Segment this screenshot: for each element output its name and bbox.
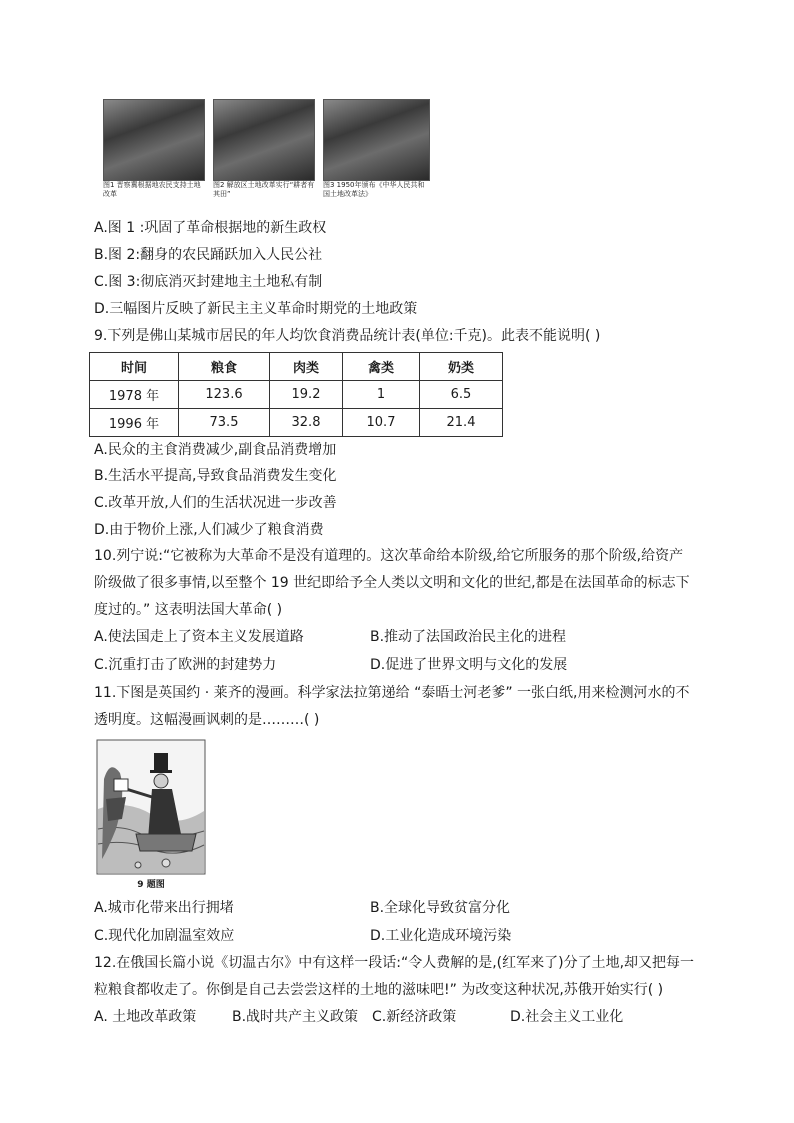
table-header-row (90, 353, 503, 381)
q8-photo-strip (103, 99, 430, 211)
q11-option-b: B.全球化导致贫富分化 (370, 900, 511, 916)
q11-option-a: A.城市化带来出行拥堵 (94, 900, 234, 916)
q11-cartoon (96, 739, 206, 889)
q12-option-c: C.新经济政策 (372, 1009, 457, 1025)
thames-cartoon-illustration (96, 739, 206, 875)
q10-option-d: D.促进了世界文明与文化的发展 (370, 657, 568, 673)
q12-option-a: A. 土地改革政策 (94, 1009, 197, 1025)
q9-option-d: D.由于物价上涨,人们减少了粮食消费 (94, 522, 324, 538)
q8-photo-3-caption: 图3 1950年颁布《中华人民共和国土地改革法》 (323, 181, 425, 198)
q8-option-b: B.图 2:翻身的农民踊跃加入人民公社 (94, 247, 323, 263)
table-cell: 6.5 (420, 381, 503, 409)
q8-photo-2-image (213, 99, 315, 181)
table-cell: 32.8 (270, 409, 343, 437)
q11-option-d: D.工业化造成环境污染 (370, 928, 512, 944)
q11-stem-line-1: 11.下图是英国约 · 莱齐的漫画。科学家法拉第递给 “泰晤士河老爹” 一张白纸,用来检测河水的不 (94, 685, 690, 701)
q8-photo-3-image (323, 99, 430, 181)
q8-photo-1-caption: 图1 晋察冀根据地农民支持土地改革 (103, 181, 201, 198)
q11-option-c: C.现代化加剧温室效应 (94, 928, 235, 944)
q10-stem-line-1: 10.列宁说:“它被称为大革命不是没有道理的。这次革命给本阶级,给它所服务的那个阶级,给资产 (94, 548, 684, 564)
q8-photo-1 (103, 99, 205, 211)
q9-option-a: A.民众的主食消费减少,副食品消费增加 (94, 442, 337, 458)
q8-photo-1-image (103, 99, 205, 181)
q9-option-b: B.生活水平提高,导致食品消费发生变化 (94, 468, 337, 484)
q8-option-c: C.图 3:彻底消灭封建地主土地私有制 (94, 274, 323, 290)
table-cell: 21.4 (420, 409, 503, 437)
q12-option-d: D.社会主义工业化 (510, 1009, 624, 1025)
table-cell: 1996 年 (90, 409, 179, 437)
table-header-cell: 奶类 (420, 353, 503, 381)
q12-option-b: B.战时共产主义政策 (232, 1009, 359, 1025)
table-row (90, 409, 503, 437)
q10-option-a: A.使法国走上了资本主义发展道路 (94, 629, 304, 645)
q10-stem-line-3: 度过的。” 这表明法国大革命( ) (94, 602, 283, 618)
table-row (90, 381, 503, 409)
q12-stem-line-1: 12.在俄国长篇小说《切温古尔》中有这样一段话:“令人费解的是,(红军来了)分了土地,却又把每一 (94, 955, 695, 971)
q10-option-c: C.沉重打击了欧洲的封建势力 (94, 657, 277, 673)
q12-stem-line-2: 粒粮食都收走了。你倒是自己去尝尝这样的土地的滋味吧!” 为改变这种状况,苏俄开始实行( ) (94, 982, 664, 998)
table-cell: 1978 年 (90, 381, 179, 409)
table-header-cell: 时间 (90, 353, 179, 381)
table-cell: 19.2 (270, 381, 343, 409)
q8-photo-3 (323, 99, 430, 211)
q9-stem: 9.下列是佛山某城市居民的年人均饮食消费品统计表(单位:千克)。此表不能说明( ) (94, 328, 601, 344)
q10-stem-line-2: 阶级做了很多事情,以至整个 19 世纪即给予全人类以文明和文化的世纪,都是在法国革命的标志下 (94, 575, 690, 591)
table-cell: 123.6 (179, 381, 270, 409)
q8-option-a: A.图 1 :巩固了革命根据地的新生政权 (94, 220, 327, 236)
q9-consumption-table (89, 352, 503, 437)
q9-option-c: C.改革开放,人们的生活状况进一步改善 (94, 495, 337, 511)
table-header-cell: 肉类 (270, 353, 343, 381)
table-cell: 73.5 (179, 409, 270, 437)
table-cell: 1 (343, 381, 420, 409)
q8-photo-2-caption: 图2 解放区土地改革实行“耕者有其田” (213, 181, 315, 198)
q8-photo-2 (213, 99, 315, 211)
q10-option-b: B.推动了法国政治民主化的进程 (370, 629, 567, 645)
table-header-cell: 粮食 (179, 353, 270, 381)
q11-stem-line-2: 透明度。这幅漫画讽刺的是………( ) (94, 712, 320, 728)
table-cell: 10.7 (343, 409, 420, 437)
q11-cartoon-caption: 9 题图 (137, 880, 165, 890)
table-header-cell: 禽类 (343, 353, 420, 381)
q8-option-d: D.三幅图片反映了新民主主义革命时期党的土地政策 (94, 301, 418, 317)
